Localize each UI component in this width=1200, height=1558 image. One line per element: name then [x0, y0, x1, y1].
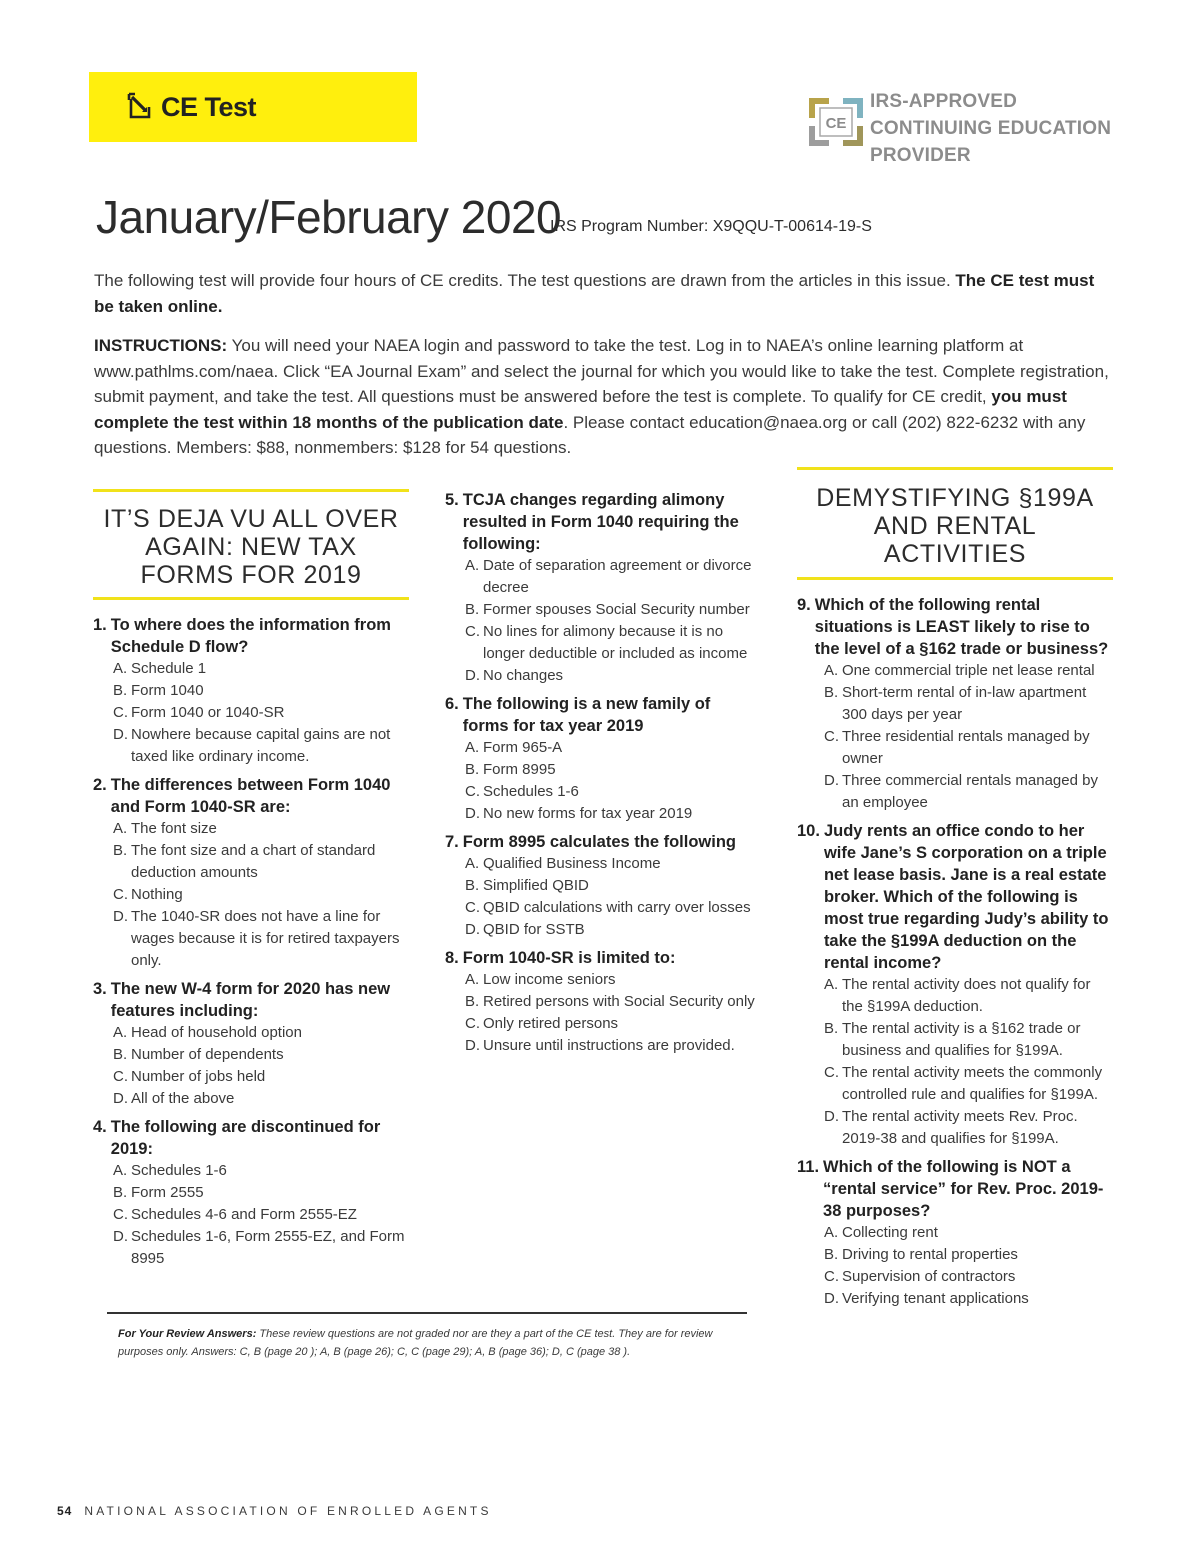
question-stem	[797, 820, 1113, 974]
answer-option	[824, 1288, 1113, 1310]
option-letter: D.	[824, 1108, 839, 1125]
option-text: Date of separation agreement or divorce decree	[483, 557, 752, 596]
option-text: No changes	[483, 667, 564, 684]
option-text: The rental activity is a §162 trade or business and qualifies for §199A.	[842, 1020, 1081, 1059]
answer-option	[465, 803, 757, 825]
option-text: Schedules 1-6, Form 2555-EZ, and Form 8995	[131, 1228, 405, 1267]
option-text: No lines for alimony because it is no longer deductible or included as income	[483, 623, 748, 662]
question	[93, 774, 409, 972]
answer-option	[113, 1204, 409, 1226]
option-text: No new forms for tax year 2019	[483, 805, 693, 822]
answer-option	[465, 599, 757, 621]
question-number: 4.	[93, 1118, 107, 1136]
ce-logo-mark	[808, 97, 864, 147]
option-letter: C.	[113, 1068, 128, 1085]
option-text: Short-term rental of in-law apartment 300 days per year	[842, 684, 1087, 723]
question-number: 1.	[93, 616, 107, 634]
answer-option	[824, 1106, 1113, 1150]
review-note	[118, 1325, 743, 1361]
question-number: 8.	[445, 949, 459, 967]
option-letter: A.	[824, 1224, 839, 1241]
option-letter: C.	[113, 704, 128, 721]
option-text: Three residential rentals managed by owner	[842, 728, 1090, 767]
option-letter: A.	[113, 660, 128, 677]
option-letter: C.	[113, 1206, 128, 1223]
answer-option	[113, 818, 409, 840]
answer-option	[113, 1022, 409, 1044]
page-footer	[57, 1504, 492, 1518]
issue-title: January/February 2020	[96, 191, 562, 243]
question-text: The differences between Form 1040 and Form 1040-SR are:	[110, 776, 391, 816]
option-text: QBID for SSTB	[483, 921, 585, 938]
answer-option	[824, 770, 1113, 814]
option-text: Former spouses Social Security number	[483, 601, 750, 618]
instructions-bold: you must complete the test within 18 months of the publication date	[94, 387, 1067, 432]
answer-option	[824, 726, 1113, 770]
option-text: Form 8995	[483, 761, 556, 778]
answer-option	[113, 840, 409, 884]
column-middle	[445, 489, 757, 1063]
option-text: Only retired persons	[483, 1015, 619, 1032]
answer-option	[113, 680, 409, 702]
column-right	[797, 467, 1113, 1316]
option-text: Retired persons with Social Security only	[483, 993, 755, 1010]
option-text: Supervision of contractors	[842, 1268, 1016, 1285]
option-text: Schedules 1-6	[131, 1162, 227, 1179]
question-text: The following are discontinued for 2019:	[110, 1118, 381, 1158]
irs-provider-logo	[808, 86, 1128, 166]
option-letter: D.	[465, 805, 480, 822]
question	[93, 1116, 409, 1270]
answer-option	[465, 781, 757, 803]
option-text: Unsure until instructions are provided.	[483, 1037, 735, 1054]
answer-option	[824, 1266, 1113, 1288]
section-title: DEMYSTIFYING §199A AND RENTAL ACTIVITIES	[797, 467, 1113, 580]
answer-option	[113, 1226, 409, 1270]
question-text: Judy rents an office condo to her wife Jane’s S corporation on a triple net lease basis. Jane is a real estate broker. Which of the following is most true regarding Judy’s ability to take the §199A deduction on the rental income?	[823, 822, 1109, 972]
option-text: The rental activity does not qualify for the §199A deduction.	[842, 976, 1091, 1015]
option-letter: B.	[465, 601, 480, 618]
option-letter: A.	[824, 976, 839, 993]
section-title: IT’S DEJA VU ALL OVER AGAIN: NEW TAX FORMS FOR 2019	[93, 489, 409, 600]
question-stem	[797, 1156, 1113, 1222]
question-number: 6.	[445, 695, 459, 713]
instructions-label: INSTRUCTIONS:	[94, 336, 228, 355]
question-stem	[445, 831, 757, 853]
option-text: Schedules 1-6	[483, 783, 579, 800]
intro-bold: The CE test must be taken online.	[94, 271, 1095, 316]
option-text: The rental activity meets the commonly controlled rule and qualifies for §199A.	[842, 1064, 1103, 1103]
question-text: To where does the information from Schedule D flow?	[110, 616, 391, 656]
option-letter: A.	[113, 820, 128, 837]
question-stem	[445, 693, 757, 737]
option-letter: B.	[824, 684, 839, 701]
option-text: Simplified QBID	[483, 877, 589, 894]
option-letter: C.	[824, 728, 839, 745]
answer-option	[824, 682, 1113, 726]
option-text: Three commercial rentals managed by an employee	[842, 772, 1098, 811]
answer-option	[824, 1222, 1113, 1244]
answer-option	[465, 759, 757, 781]
answer-option	[113, 1182, 409, 1204]
option-text: Number of dependents	[131, 1046, 284, 1063]
instructions-text: . Please contact education@naea.org or call (202) 822-6232 with any questions. Members: $88, nonmembers: $128 for 54 questions.	[94, 412, 1086, 457]
answer-option	[465, 969, 757, 991]
option-letter: D.	[465, 1037, 480, 1054]
question	[445, 831, 757, 941]
option-letter: C.	[824, 1268, 839, 1285]
option-text: Nowhere because capital gains are not taxed like ordinary income.	[131, 726, 391, 765]
question-text: Which of the following rental situations is LEAST likely to rise to the level of a §162 trade or business?	[814, 596, 1109, 658]
option-text: Head of household option	[131, 1024, 302, 1041]
answer-option	[113, 1160, 409, 1182]
question-text: Form 1040-SR is limited to:	[462, 949, 676, 967]
option-letter: A.	[465, 971, 480, 988]
question	[445, 947, 757, 1057]
option-letter: D.	[824, 772, 839, 789]
question-stem	[93, 614, 409, 658]
answer-option	[824, 1062, 1113, 1106]
question-text: The following is a new family of forms for tax year 2019	[462, 695, 711, 735]
option-letter: C.	[824, 1064, 839, 1081]
option-text: Nothing	[131, 886, 183, 903]
question-number: 10.	[797, 822, 820, 840]
intro-paragraph	[94, 268, 1114, 319]
option-letter: D.	[113, 908, 128, 925]
footer-org: NATIONAL ASSOCIATION OF ENROLLED AGENTS	[84, 1504, 492, 1518]
question-stem	[93, 774, 409, 818]
question-number: 3.	[93, 980, 107, 998]
answer-option	[113, 658, 409, 680]
question-stem	[445, 489, 757, 555]
question	[445, 489, 757, 687]
option-text: Low income seniors	[483, 971, 616, 988]
answer-option	[113, 906, 409, 972]
logo-mark-text: CE	[825, 115, 847, 132]
question-stem	[797, 594, 1113, 660]
question-stem	[93, 1116, 409, 1160]
option-letter: B.	[113, 842, 128, 859]
answer-option	[824, 1244, 1113, 1266]
pencil-square-icon	[127, 92, 155, 120]
answer-option	[465, 621, 757, 665]
option-letter: D.	[113, 1090, 128, 1107]
question	[797, 594, 1113, 814]
option-letter: C.	[465, 783, 480, 800]
option-letter: A.	[113, 1162, 128, 1179]
option-letter: B.	[113, 1184, 128, 1201]
question-number: 2.	[93, 776, 107, 794]
option-text: The rental activity meets Rev. Proc. 2019-38 and qualifies for §199A.	[842, 1108, 1078, 1147]
option-letter: B.	[465, 993, 480, 1010]
instructions-text: You will need your NAEA login and password to take the test. Log in to NAEA’s online learning platform at www.pathlms.com/naea. Click “EA Journal Exam” and select the journal for which you would like to take the test. Complete registration, submit payment, and take the test. All questions must be answered before the test is complete. To qualify for CE credit,	[94, 336, 1109, 406]
option-letter: C.	[465, 899, 480, 916]
option-text: Collecting rent	[842, 1224, 938, 1241]
option-letter: C.	[465, 623, 480, 640]
question-number: 5.	[445, 491, 459, 509]
answer-option	[113, 724, 409, 768]
page-number: 54	[57, 1504, 73, 1518]
question-stem	[445, 947, 757, 969]
option-letter: D.	[113, 1228, 128, 1245]
ce-test-badge	[89, 72, 417, 142]
question-stem	[93, 978, 409, 1022]
question	[93, 614, 409, 768]
option-letter: D.	[465, 921, 480, 938]
question-number: 7.	[445, 833, 459, 851]
answer-option	[824, 660, 1113, 682]
answer-option	[113, 1066, 409, 1088]
option-text: Driving to rental properties	[842, 1246, 1018, 1263]
answer-option	[465, 1035, 757, 1057]
option-letter: D.	[113, 726, 128, 743]
option-text: One commercial triple net lease rental	[842, 662, 1095, 679]
option-letter: C.	[465, 1015, 480, 1032]
option-text: Qualified Business Income	[483, 855, 661, 872]
answer-option	[113, 884, 409, 906]
option-letter: B.	[824, 1246, 839, 1263]
option-letter: A.	[113, 1024, 128, 1041]
logo-line: CONTINUING EDUCATION	[870, 118, 1112, 139]
answer-option	[113, 1088, 409, 1110]
question-text: Which of the following is NOT a “rental service” for Rev. Proc. 2019-38 purposes?	[823, 1158, 1104, 1220]
option-letter: B.	[465, 877, 480, 894]
option-letter: A.	[824, 662, 839, 679]
question	[93, 978, 409, 1110]
option-text: Number of jobs held	[131, 1068, 266, 1085]
question-number: 11.	[797, 1158, 820, 1176]
answer-option	[465, 875, 757, 897]
question-text: The new W-4 form for 2020 has new features including:	[110, 980, 391, 1020]
option-letter: B.	[824, 1020, 839, 1037]
answer-option	[465, 555, 757, 599]
question-text: Form 8995 calculates the following	[462, 833, 737, 851]
answer-option	[465, 853, 757, 875]
option-text: Verifying tenant applications	[842, 1290, 1029, 1307]
option-text: Form 1040	[131, 682, 204, 699]
review-note-label: For Your Review Answers:	[118, 1328, 257, 1340]
question	[797, 1156, 1113, 1310]
option-text: The font size and a chart of standard deduction amounts	[131, 842, 376, 881]
column-left	[93, 489, 409, 1276]
option-letter: D.	[824, 1290, 839, 1307]
option-text: All of the above	[131, 1090, 235, 1107]
logo-line: PROVIDER	[870, 145, 971, 166]
question-text: TCJA changes regarding alimony resulted in Form 1040 requiring the following:	[462, 491, 739, 553]
answer-option	[465, 665, 757, 687]
review-note-text: These review questions are not graded nor are they a part of the CE test. They are for review purposes only. Answers: C, B (page 20 ); A, B (page 26); C, C (page 29); A, B (page 36); D, C (page 38 ).	[118, 1328, 713, 1358]
logo-line: IRS-APPROVED	[870, 91, 1018, 112]
intro-text: The following test will provide four hours of CE credits. The test questions are drawn from the articles in this issue.	[94, 271, 956, 290]
option-letter: A.	[465, 557, 480, 574]
option-text: The font size	[131, 820, 217, 837]
program-number: IRS Program Number: X9QQU-T-00614-19-S	[550, 218, 872, 235]
badge-label: CE Test	[161, 92, 257, 122]
option-text: Form 2555	[131, 1184, 204, 1201]
answer-option	[113, 702, 409, 724]
answer-option	[113, 1044, 409, 1066]
question	[445, 693, 757, 825]
option-text: Schedules 4-6 and Form 2555-EZ	[131, 1206, 357, 1223]
option-text: Form 1040 or 1040-SR	[131, 704, 285, 721]
option-letter: A.	[465, 855, 480, 872]
answer-option	[465, 897, 757, 919]
option-letter: A.	[465, 739, 480, 756]
instructions-paragraph	[94, 333, 1114, 461]
option-letter: B.	[113, 1046, 128, 1063]
answer-option	[465, 991, 757, 1013]
review-divider	[107, 1312, 747, 1314]
question-number: 9.	[797, 596, 811, 614]
answer-option	[465, 737, 757, 759]
option-letter: D.	[465, 667, 480, 684]
logo-text	[870, 88, 1111, 169]
answer-option	[465, 919, 757, 941]
answer-option	[824, 974, 1113, 1018]
option-text: The 1040-SR does not have a line for wages because it is for retired taxpayers only.	[131, 908, 400, 969]
option-text: Form 965-A	[483, 739, 563, 756]
option-text: Schedule 1	[131, 660, 207, 677]
option-letter: C.	[113, 886, 128, 903]
option-letter: B.	[465, 761, 480, 778]
option-letter: B.	[113, 682, 128, 699]
answer-option	[824, 1018, 1113, 1062]
question	[797, 820, 1113, 1150]
option-text: QBID calculations with carry over losses	[483, 899, 751, 916]
answer-option	[465, 1013, 757, 1035]
